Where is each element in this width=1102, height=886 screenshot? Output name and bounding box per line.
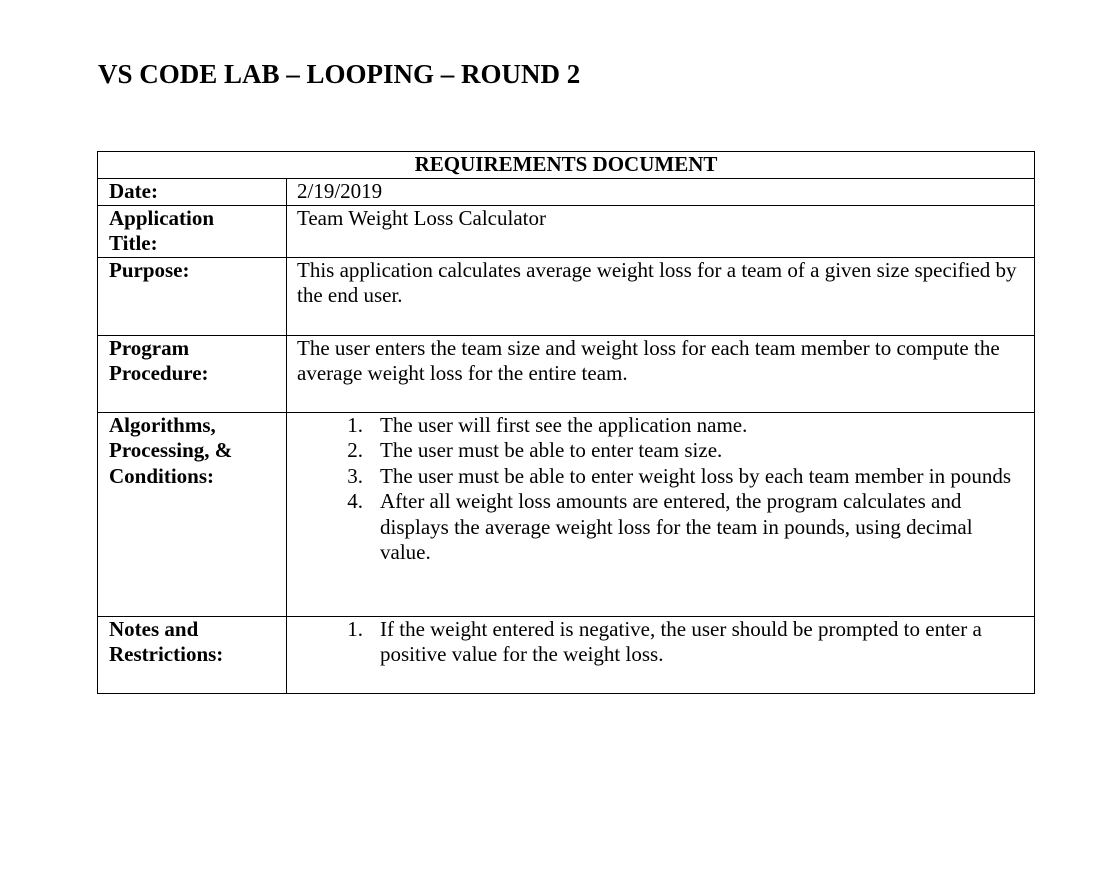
- purpose-value: This application calculates average weight loss for a team of a given size specified by the end user.: [287, 257, 1035, 335]
- list-item: [347, 438, 1024, 464]
- list-number: 2.: [347, 438, 363, 462]
- table-row: [98, 178, 1035, 205]
- label-line: Program: [109, 335, 190, 360]
- label-line: Application: [109, 205, 215, 230]
- label-line: Title:: [109, 231, 158, 255]
- label-line: Notes and: [109, 616, 199, 641]
- table-heading-row: [98, 152, 1035, 179]
- label-line: Conditions:: [109, 463, 215, 488]
- list-text: If the weight entered is negative, the user should be prompted to enter a positive value for the weight loss.: [380, 616, 982, 666]
- program-procedure-value: The user enters the team size and weight loss for each team member to compute the average weight loss for the entire team.: [287, 335, 1035, 412]
- table-row: [98, 335, 1035, 412]
- requirements-table: [97, 151, 1035, 694]
- list-item: [347, 463, 1024, 490]
- table-row: [98, 412, 1035, 616]
- algorithms-list: [297, 413, 1024, 566]
- notes-value: [287, 616, 1035, 693]
- table-heading: REQUIREMENTS DOCUMENT: [98, 152, 1035, 179]
- list-text: After all weight loss amounts are entered, the program calculates and displays the average weight loss for the team in pounds, using decimal value.: [380, 489, 973, 564]
- application-title-value: Team Weight Loss Calculator: [287, 205, 1035, 257]
- list-item: [347, 489, 1024, 566]
- purpose-label: Purpose:: [98, 257, 287, 335]
- date-label: Date:: [98, 178, 287, 205]
- document-title: VS CODE LAB – LOOPING – ROUND 2: [98, 59, 581, 89]
- notes-list: [297, 617, 1024, 668]
- label-line: Procedure:: [109, 361, 209, 385]
- list-item: [347, 616, 1024, 668]
- list-text: The user must be able to enter weight loss by each team member in pounds: [380, 463, 1011, 488]
- label-line: Processing, &: [109, 438, 233, 462]
- list-item: [347, 412, 1024, 439]
- list-number: 3.: [347, 463, 363, 488]
- program-procedure-label: [98, 335, 287, 412]
- application-title-label: [98, 205, 287, 257]
- table-row: [98, 616, 1035, 693]
- list-text: The user will first see the application name.: [380, 412, 748, 437]
- notes-label: [98, 616, 287, 693]
- list-number: 4.: [347, 489, 363, 513]
- date-value: 2/19/2019: [287, 178, 1035, 205]
- label-line: Algorithms,: [109, 412, 216, 437]
- table-row: [98, 205, 1035, 257]
- list-number: 1.: [347, 616, 363, 641]
- label-line: Restrictions:: [109, 642, 224, 666]
- list-text: The user must be able to enter team size.: [380, 438, 723, 462]
- algorithms-value: [287, 412, 1035, 616]
- algorithms-label: [98, 412, 287, 616]
- table-row: [98, 257, 1035, 335]
- list-number: 1.: [347, 412, 363, 437]
